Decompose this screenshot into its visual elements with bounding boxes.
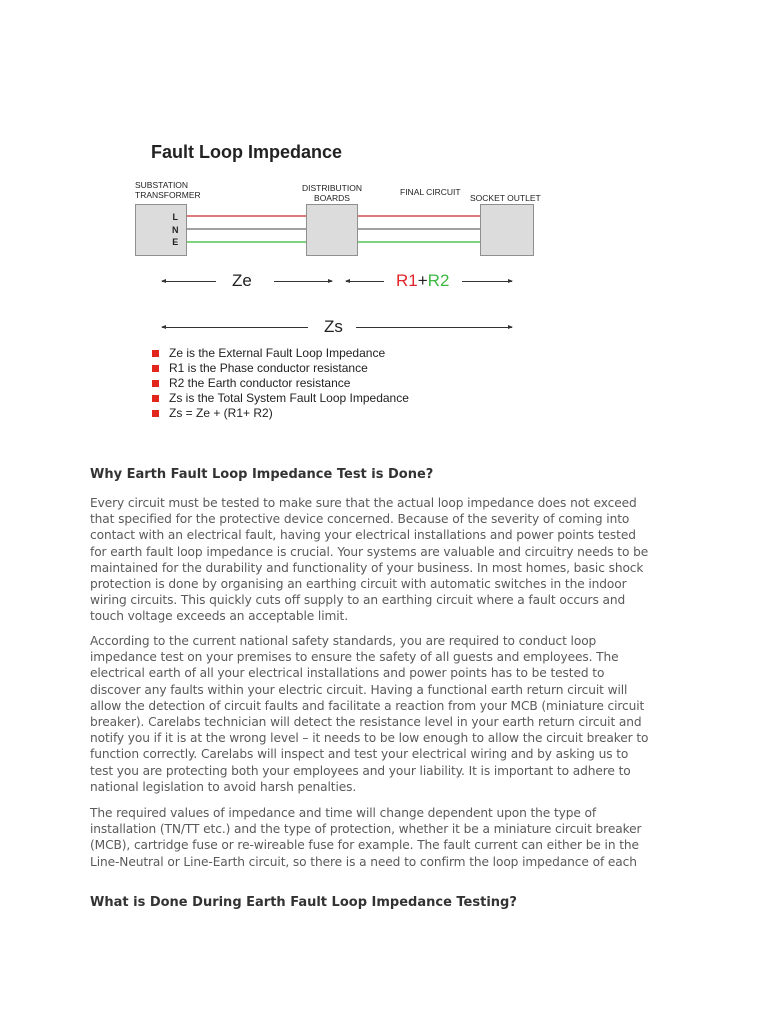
paragraph-why: [90, 495, 690, 625]
earth-wire-1: [187, 241, 306, 243]
text-line: protection is done by organising an earthing circuit with automatic switches in the indoor: [90, 577, 627, 592]
text-line: allow the detection of circuit faults and facilitate a reaction from your MCB (miniature circuit: [90, 698, 645, 713]
text-line: According to the current national safety standards, you are required to conduct loop: [90, 634, 597, 648]
text-line: Every circuit must be tested to make sure that the actual loop impedance does not exceed: [90, 496, 637, 510]
legend-item: [152, 406, 409, 421]
text-line: touch voltage exceeds an acceptable limit.: [90, 609, 349, 624]
text-line: national legislation to avoid harsh penalties.: [90, 779, 357, 794]
conductor-n-label: N: [172, 224, 179, 235]
section-heading-what: What is Done During Earth Fault Loop Impedance Testing?: [90, 895, 517, 910]
text-line: function correctly. Carelabs will inspect and test your electrical wiring and by asking us to: [90, 747, 629, 762]
legend-item: [152, 376, 409, 391]
text-line: (MCB), cartridge fuse or re-wireable fuse for example. The fault current can either be in the: [90, 838, 639, 853]
live-wire-2: [358, 215, 480, 217]
text-line: for earth fault loop impedance is crucial. Your systems are valuable and circuitry needs to be: [90, 544, 649, 559]
diagram-legend: [152, 346, 409, 421]
paragraph-values: [90, 805, 690, 870]
bullet-square-icon: [152, 350, 159, 357]
r1r2-arrow-left: [346, 281, 384, 282]
zs-arrow-right: [356, 327, 512, 328]
final-circuit-label: FINAL CIRCUIT: [400, 187, 461, 197]
substation-label: [135, 180, 201, 200]
legend-item-text: R2 the Earth conductor resistance: [169, 376, 351, 390]
ze-arrow-left: [162, 281, 216, 282]
substation-label-line2: TRANSFORMER: [135, 190, 201, 200]
legend-item: [152, 361, 409, 376]
section-heading-why: Why Earth Fault Loop Impedance Test is Done?: [90, 467, 434, 482]
conductor-l-label: L: [172, 212, 178, 222]
legend-item: [152, 391, 409, 406]
ze-arrow-right: [274, 281, 332, 282]
diagram-title: Fault Loop Impedance: [151, 142, 343, 162]
plus-sign: +: [417, 271, 428, 290]
live-wire-1: [187, 215, 306, 217]
r1-text: R1: [396, 271, 418, 290]
text-line: The required values of impedance and time will change dependent upon the type of: [90, 806, 597, 820]
socket-outlet-box: [480, 204, 534, 256]
neutral-wire-2: [358, 228, 480, 230]
distribution-boards-label: [302, 183, 362, 203]
r1r2-arrow-right: [462, 281, 512, 282]
text-line: test you are protecting both your employees and your liability. It is important to adhere to: [90, 763, 631, 778]
text-line: impedance test on your premises to ensure the safety of all guests and employees. The: [90, 650, 619, 665]
text-line: maintained for the durability and functionality of your business. In most homes, basic shock: [90, 560, 644, 575]
text-line: notify you if it is at the wrong level – it needs to be low enough to allow the circuit breaker to: [90, 731, 649, 746]
bullet-square-icon: [152, 410, 159, 417]
distribution-board-box: [306, 204, 358, 256]
distribution-label-line1: DISTRIBUTION: [302, 183, 362, 193]
conductor-e-label: E: [172, 237, 179, 247]
distribution-label-line2: BOARDS: [314, 193, 350, 203]
bullet-square-icon: [152, 395, 159, 402]
text-line: Line-Neutral or Line-Earth circuit, so there is a need to confirm the loop impedance of each: [90, 854, 637, 869]
bullet-square-icon: [152, 380, 159, 387]
legend-item: [152, 346, 409, 361]
text-line: contact with an electrical fault, having your electrical installations and power points tested: [90, 528, 636, 543]
legend-item-text: Zs = Ze + (R1+ R2): [169, 406, 273, 420]
text-line: electrical earth of all your electrical installations and power points has to be tested to: [90, 666, 605, 681]
legend-item-text: Zs is the Total System Fault Loop Impedance: [169, 391, 409, 405]
legend-item-text: Ze is the External Fault Loop Impedance: [169, 346, 386, 360]
bullet-square-icon: [152, 365, 159, 372]
zs-arrow-left: [162, 327, 308, 328]
text-line: discover any faults within your electric circuit. Having a functional earth return circuit will: [90, 682, 628, 697]
paragraph-standards: [90, 633, 690, 795]
text-line: breaker). Carelabs technician will detect the resistance level in your earth return circuit and: [90, 715, 642, 730]
legend-item-text: R1 is the Phase conductor resistance: [169, 361, 368, 375]
zs-label: Zs: [324, 317, 343, 336]
neutral-wire-1: [187, 228, 306, 230]
r2-text: R2: [427, 271, 450, 290]
text-line: wiring circuits. This quickly cuts off supply to an earthing circuit where a fault occurs and: [90, 593, 626, 608]
text-line: that specified for the protective device concerned. Because of the severity of coming into: [90, 512, 630, 527]
ze-label: Ze: [232, 271, 252, 290]
r1-r2-label: [396, 271, 449, 291]
substation-label-line1: SUBSTATION: [135, 180, 189, 190]
fault-loop-diagram: [128, 130, 548, 430]
socket-outlet-label: SOCKET OUTLET: [470, 193, 541, 203]
earth-wire-2: [358, 241, 480, 243]
conductor-labels: [172, 211, 179, 249]
text-line: installation (TN/TT etc.) and the type of protection, whether it be a miniature circuit breaker: [90, 822, 642, 837]
substation-transformer-box: [135, 204, 187, 256]
